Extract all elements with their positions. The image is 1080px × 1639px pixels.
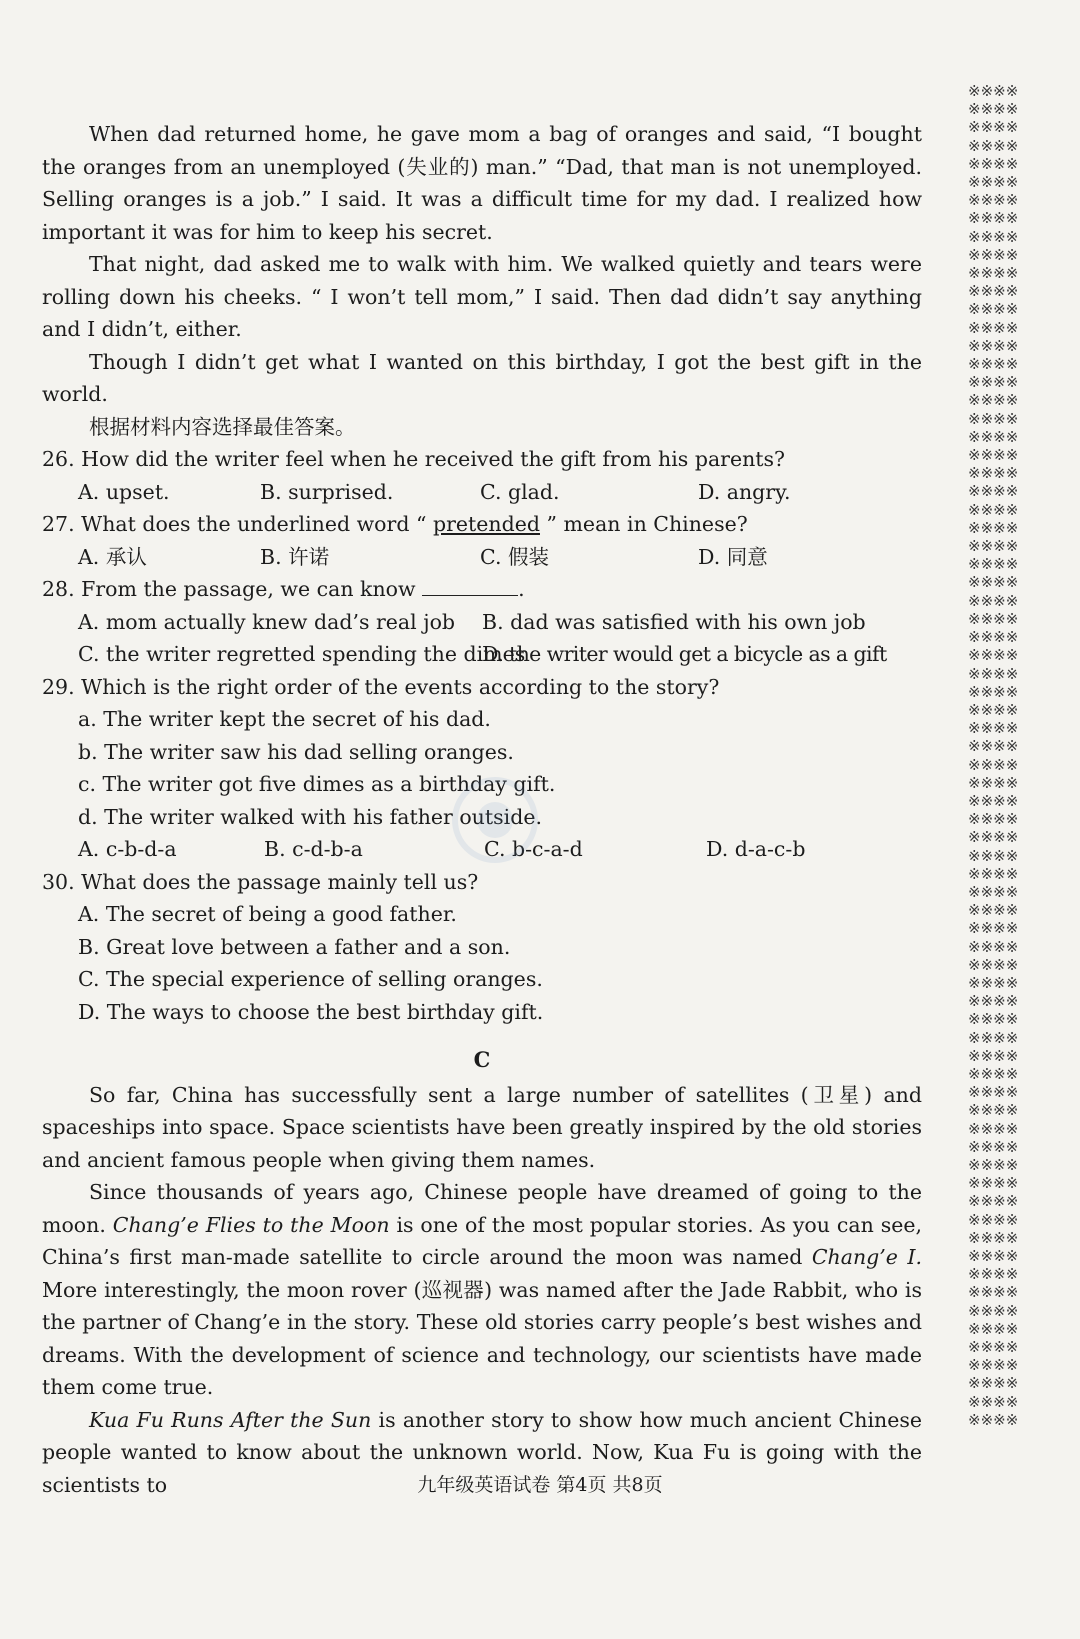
option-d: D. The ways to choose the best birthday gift. (78, 999, 544, 1024)
question-27-stem-post: ” mean in Chinese? (539, 512, 748, 536)
option-a: A. 承认 (78, 544, 147, 569)
option-b: B. c-d-b-a (264, 837, 363, 861)
passage-paragraph: Though I didn’t get what I wanted on this birthday, I got the best gift in the world. (42, 349, 922, 406)
watermark-icon (440, 760, 550, 880)
answer-blank (422, 575, 518, 596)
question-27-stem (42, 508, 922, 541)
option-a: A. upset. (78, 479, 170, 504)
option-d: D. the writer would get a bicycle as a gift (482, 642, 887, 666)
option-b: B. dad was satisfied with his own job (482, 609, 866, 634)
question-28-stem-pre: 28. From the passage, we can know (42, 577, 423, 601)
satellite-name: Chang’e I. (811, 1245, 923, 1269)
question-30-stem: 30. What does the passage mainly tell us? (42, 869, 479, 894)
option-b: B. Great love between a father and a son. (78, 934, 511, 959)
option-d: D. d-a-c-b (706, 837, 806, 861)
event-d: d. The writer walked with his father outside. (78, 804, 542, 829)
page-footer: 九年级英语试卷 第4页 共8页 (417, 1474, 663, 1496)
question-27-options (42, 541, 922, 574)
question-29-stem: 29. Which is the right order of the events according to the story? (42, 674, 720, 699)
option-a: A. c-b-d-a (78, 837, 177, 861)
event-b: b. The writer saw his dad selling oranges. (78, 739, 514, 764)
option-c: C. the writer regretted spending the dimes (78, 642, 526, 666)
story-title: Kua Fu Runs After the Sun (89, 1407, 372, 1432)
question-28-stem-post: . (518, 577, 525, 601)
option-c: C. 假装 (480, 544, 549, 569)
passage-paragraph: When dad returned home, he gave mom a bag of oranges and said, “I bought the oranges from an unemployed (失业的) man.” “Dad, that man is not unemployed. Selling oranges is a job.” I said. It was a difficult time for my dad. I realized how important it was for him to keep his secret. (42, 122, 922, 244)
question-28-stem (42, 573, 922, 606)
seal-line-pattern: ※※※※ ※※※※ ※※※※ ※※※※ ※※※※ ※※※※ ※※※※ ※※※※ ※※※※ ※※※※ ※※※※ ※※※※ ※※※※ ※※※※ ※※※※ ※※※※ ※※※※ ※※※※ ※※※※ ※※※※ ※※※※ ※※※※ ※※※※ ※※※※ ※※※※ ※※※※ ※※※※ ※※※※ ※※※※ ※※※※ ※※※※ ※※※※ ※※※※ ※※※※ ※※※※ ※※※※ ※※※※ ※※※※ ※※※※ ※※※※ ※※※※ ※※※※ ※※※※ ※※※※ ※※※※ ※※※※ ※※※※ ※※※※ ※※※※ ※※※※ ※※※※ ※※※※ ※※※※ ※※※※ ※※※※ ※※※※ ※※※※ ※※※※ ※※※※ ※※※※ ※※※※ ※※※※ ※※※※ ※※※※ ※※※※ ※※※※ ※※※※ ※※※※ ※※※※ ※※※※ ※※※※ ※※※※ ※※※※ ※※※※ (968, 82, 1019, 1429)
option-c: C. b-c-a-d (484, 837, 583, 861)
option-a: A. The secret of being a good father. (78, 902, 457, 926)
question-28-options-row1 (42, 606, 922, 639)
question-26-options (42, 476, 922, 509)
option-d: D. angry. (698, 479, 791, 504)
passage-paragraph: So far, China has successfully sent a large number of satellites (卫星) and spaceships into space. Space scientists have been greatly inspired by the old stories and ancient famous people when giving them names. (42, 1082, 922, 1172)
question-26-stem: 26. How did the writer feel when he received the gift from his parents? (42, 447, 786, 471)
option-c: C. The special experience of selling oranges. (78, 967, 543, 991)
instruction-text: 根据材料内容选择最佳答案。 (89, 414, 356, 439)
passage-paragraph: That night, dad asked me to walk with him. We walked quietly and tears were rolling down his cheeks. “ I won’t tell mom,” I said. Then dad didn’t say anything and I didn’t, either. (42, 252, 922, 341)
paragraph-text: More interestingly, the moon rover (巡视器) was named after the Jade Rabbit, who is the partner of Chang’e in the story. These old stories carry people’s best wishes and dreams. With the development of science and technology, our scientists have made them come true. (42, 1277, 922, 1399)
option-c: C. glad. (480, 479, 560, 504)
event-c: c. The writer got five dimes as a birthday gift. (78, 772, 556, 796)
section-title: C (473, 1047, 491, 1072)
question-28-options-row2 (42, 638, 922, 671)
paragraph-text: Since thousands of years ago, Chinese people have dreamed of going to the moon. (42, 1180, 922, 1237)
option-a: A. mom actually knew dad’s real job (78, 609, 456, 634)
passage-paragraph (42, 1176, 922, 1404)
option-b: B. 许诺 (260, 544, 330, 569)
underlined-word: pretended (432, 512, 540, 536)
story-title: Chang’e Flies to the Moon (112, 1212, 390, 1237)
paragraph-text: is one of the most popular stories. As you can see, China’s first man-made satellite to circle around the moon was named (42, 1212, 923, 1269)
event-a: a. The writer kept the secret of his dad. (78, 707, 491, 731)
option-b: B. surprised. (260, 479, 394, 504)
paragraph-text: is another story to show how much ancient Chinese people wanted to know about the unknown world. Now, Kua Fu is going with the scientists to (42, 1407, 922, 1497)
option-d: D. 同意 (698, 544, 768, 569)
question-27-stem-pre: 27. What does the underlined word “ (42, 512, 433, 536)
